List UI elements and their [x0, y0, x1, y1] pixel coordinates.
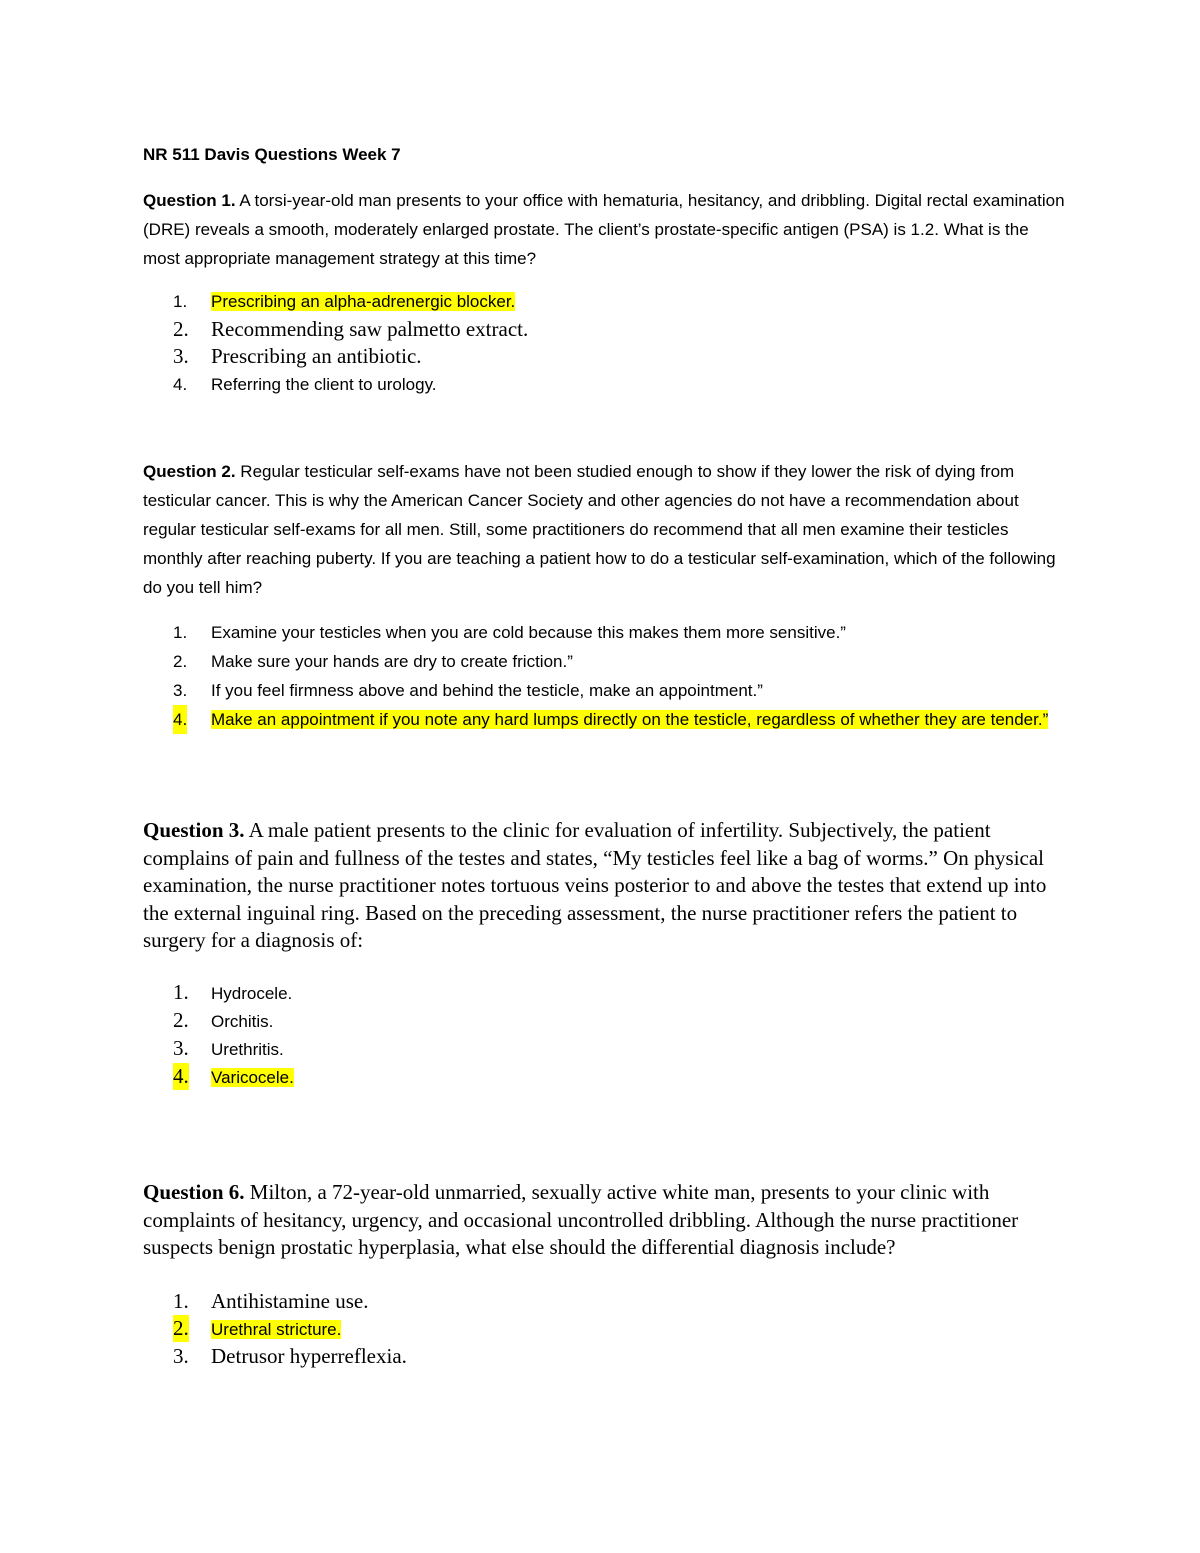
option-number: 3.	[173, 1343, 189, 1368]
option-number: 3.	[173, 344, 189, 368]
question-text: A male patient presents to the clinic for evaluation of infertility. Subjectively, the patient complains of pain and fullness of the testes and states, “My testicles feel like a bag of worms.” On physical examination, the nurse practitioner notes tortuous veins posterior to and above the testes that extend up into the external inguinal ring. Based on the preceding assessment, the nurse practitioner refers the patient to surgery for a diagnosis of:	[143, 818, 1047, 952]
option-number: 4.	[173, 1063, 189, 1088]
question-text: Milton, a 72-year-old unmarried, sexually active white man, presents to your clinic with complaints of hesitancy, urgency, and occasional uncontrolled dribbling. Although the nurse practitioner suspects benign prostatic hyperplasia, what else should the differential diagnosis include?	[143, 1180, 1019, 1259]
option-item	[143, 647, 1068, 676]
question-stem	[143, 1179, 1068, 1262]
option-number: 1.	[173, 979, 189, 1004]
option-text: Examine your testicles when you are cold because this makes them more sensitive.”	[211, 623, 846, 642]
question-6	[143, 1179, 1068, 1370]
option-list	[143, 618, 1068, 734]
option-number: 3.	[173, 681, 188, 700]
option-item	[143, 343, 1068, 370]
question-label: Question 3.	[143, 818, 245, 842]
option-item	[143, 1288, 1068, 1315]
option-item	[143, 287, 1068, 316]
question-1	[143, 186, 1068, 399]
option-text-highlighted: Urethral stricture.	[211, 1319, 342, 1339]
question-label: Question 6.	[143, 1180, 245, 1204]
question-text: A torsi-year-old man presents to your office with hematuria, hesitancy, and dribbling. Digital rectal examination (DRE) reveals a smooth, moderately enlarged prostate. The client’s prostate-specific antigen (PSA) is 1.2. What is the most appropriate management strategy at this time?	[143, 191, 1065, 268]
option-text: Detrusor hyperreflexia.	[211, 1343, 407, 1368]
option-number: 4.	[173, 705, 187, 734]
option-item	[143, 705, 1068, 734]
option-text-highlighted: Varicocele.	[211, 1067, 294, 1087]
option-item	[143, 1315, 1068, 1343]
document-title: NR 511 Davis Questions Week 7	[143, 145, 401, 164]
question-2	[143, 457, 1068, 734]
option-number: 4.	[173, 375, 188, 394]
option-text: Recommending saw palmetto extract.	[211, 317, 529, 341]
question-label: Question 2.	[143, 462, 236, 481]
question-3	[143, 817, 1068, 1091]
option-text: Referring the client to urology.	[211, 375, 437, 394]
option-number: 2.	[173, 652, 188, 671]
option-text-highlighted: Make an appointment if you note any hard lumps directly on the testicle, regardless of whether they are tender.”	[211, 710, 1049, 729]
question-stem	[143, 186, 1068, 273]
option-list	[143, 1288, 1068, 1370]
option-item	[143, 1063, 1068, 1091]
option-number: 2.	[173, 317, 189, 341]
option-item	[143, 979, 1068, 1007]
question-stem	[143, 457, 1068, 602]
option-number: 3.	[173, 1035, 189, 1060]
option-number: 1.	[173, 1288, 189, 1313]
question-stem	[143, 817, 1068, 955]
option-text: Make sure your hands are dry to create friction.”	[211, 652, 573, 671]
question-text: Regular testicular self-exams have not been studied enough to show if they lower the risk of dying from testicular cancer. This is why the American Cancer Society and other agencies do not have a recommendation about regular testicular self-exams for all men. Still, some practitioners do recommend that all men examine their testicles monthly after reaching puberty. If you are teaching a patient how to do a testicular self-examination, which of the following do you tell him?	[143, 462, 1056, 597]
option-list	[143, 287, 1068, 399]
option-number: 1.	[173, 623, 188, 642]
option-number: 2.	[173, 1315, 189, 1340]
option-item	[143, 676, 1068, 705]
option-text: Orchitis.	[211, 1011, 274, 1031]
option-list	[143, 979, 1068, 1091]
option-text: Hydrocele.	[211, 983, 293, 1003]
option-text: Prescribing an antibiotic.	[211, 344, 422, 368]
option-item	[143, 1007, 1068, 1035]
option-text: Antihistamine use.	[211, 1288, 369, 1313]
option-text: If you feel firmness above and behind the testicle, make an appointment.”	[211, 681, 763, 700]
option-number: 1.	[173, 292, 188, 311]
option-item	[143, 1035, 1068, 1063]
question-label: Question 1.	[143, 191, 236, 210]
option-text: Urethritis.	[211, 1039, 284, 1059]
option-item	[143, 618, 1068, 647]
option-item	[143, 370, 1068, 399]
option-item	[143, 1343, 1068, 1370]
option-item	[143, 316, 1068, 343]
option-number: 2.	[173, 1007, 189, 1032]
option-text-highlighted: Prescribing an alpha-adrenergic blocker.	[211, 292, 516, 311]
